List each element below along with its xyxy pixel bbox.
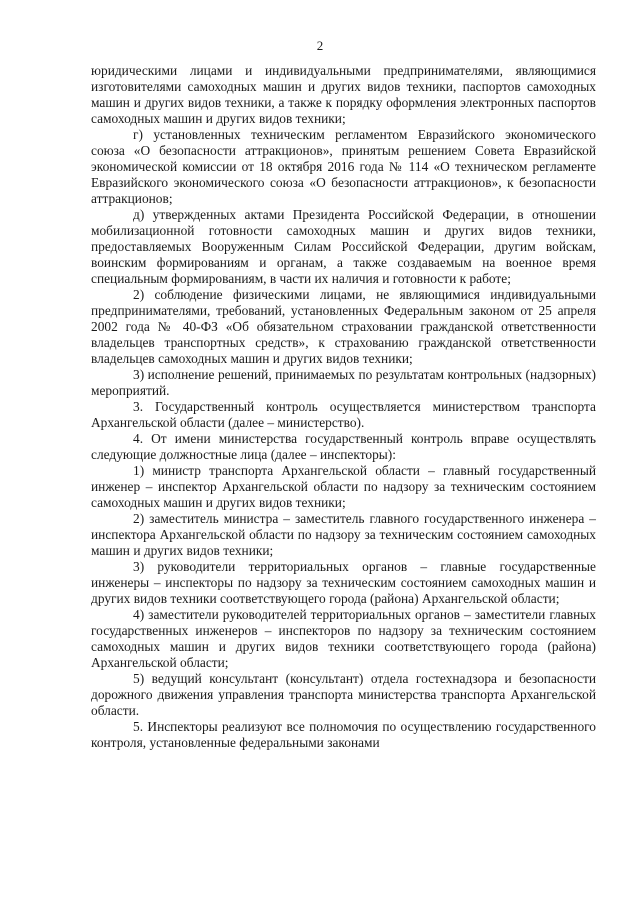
paragraph-inspector-1: 1) министр транспорта Архангельской области – главный государственный инженер – инспектор Архангельской области по надзору за техническим состоянием самоходных машин и других видов техники; <box>91 463 596 510</box>
paragraph-item-2: 2) соблюдение физическими лицами, не являющимися индивидуальными предпринимателями, требований, установленных Федеральным законом от 25 апреля 2002 года № 40-ФЗ «Об обязательном страховании гражданской ответственности владельцев транспортных средств», к страхованию гражданской ответственности владельцев самоходных машин и других видов техники; <box>91 287 596 366</box>
paragraph-item-g: г) установленных техническим регламентом Евразийского экономического союза «О безопасности аттракционов», принятым решением Совета Евразийской экономической комиссии от 18 октября 2016 года № 114 «О техническом регламенте Евразийского экономического союза «О безопасности аттракционов», к безопасности аттракционов; <box>91 127 596 206</box>
page-number: 2 <box>316 38 324 53</box>
document-body <box>91 63 596 751</box>
paragraph-item-3: 3) исполнение решений, принимаемых по результатам контрольных (надзорных) мероприятий. <box>91 367 596 398</box>
paragraph-section-3: 3. Государственный контроль осуществляется министерством транспорта Архангельской области (далее – министерство). <box>91 399 596 430</box>
paragraph-section-4: 4. От имени министерства государственный контроль вправе осуществлять следующие должностные лица (далее – инспекторы): <box>91 431 596 462</box>
paragraph-inspector-3: 3) руководители территориальных органов – главные государственные инженеры – инспекторы по надзору за техническим состоянием самоходных машин и других видов техники соответствующего города (района) Архангельской области; <box>91 559 596 606</box>
paragraph-item-d: д) утвержденных актами Президента Российской Федерации, в отношении мобилизационной готовности самоходных машин и других видов техники, предоставляемых Вооруженным Силам Российской Федерации, другим войскам, воинским формированиям и органам, а также создаваемым на военное время специальным формированиям, в части их наличия и готовности к работе; <box>91 207 596 286</box>
paragraph-inspector-2: 2) заместитель министра – заместитель главного государственного инженера – инспектора Архангельской области по надзору за техническим состоянием самоходных машин и других видов техники; <box>91 511 596 558</box>
paragraph-continuation: юридическими лицами и индивидуальными предпринимателями, являющимися изготовителями самоходных машин и других видов техники, паспортов самоходных машин и других видов техники, а также к порядку оформления электронных паспортов самоходных машин и других видов техники; <box>91 63 596 126</box>
paragraph-inspector-5: 5) ведущий консультант (консультант) отдела гостехнадзора и безопасности дорожного движения управления транспорта министерства транспорта Архангельской области. <box>91 671 596 718</box>
paragraph-section-5: 5. Инспекторы реализуют все полномочия по осуществлению государственного контроля, установленные федеральными законами <box>91 719 596 750</box>
paragraph-inspector-4: 4) заместители руководителей территориальных органов – заместители главных государственных инженеров – инспекторов по надзору за техническим состоянием самоходных машин и других видов техники соответствующего города (района) Архангельской области; <box>91 607 596 670</box>
